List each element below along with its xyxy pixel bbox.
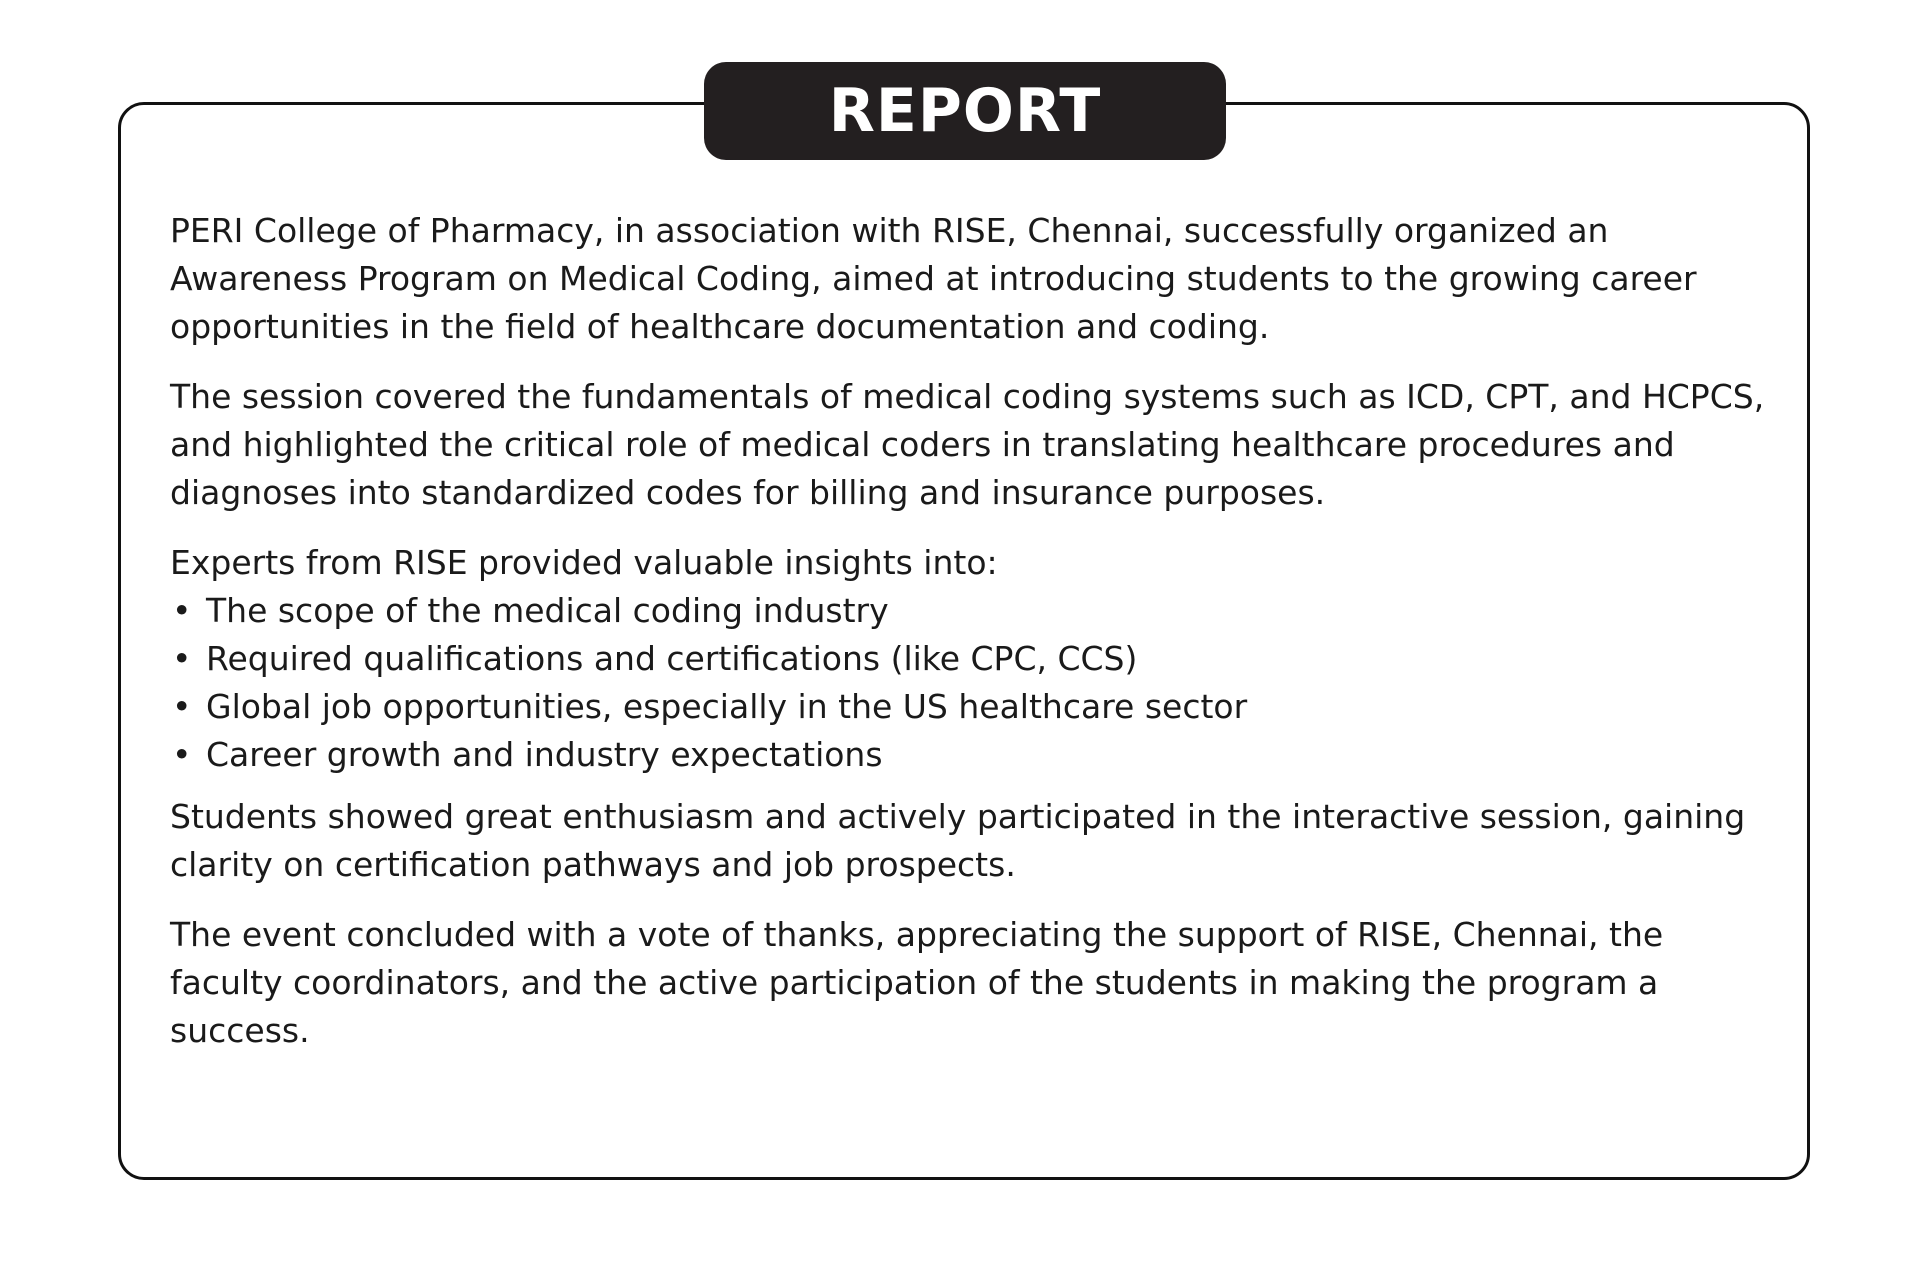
- list-item-text: Career growth and industry expectations: [206, 735, 883, 774]
- list-item: [170, 635, 1780, 683]
- paragraph-session: The session covered the fundamentals of medical coding systems such as ICD, CPT, and HCPCS, and highlighted the critical role of medical coders in translating healthcare procedures and diagnoses into standardized codes for billing and insurance purposes.: [170, 377, 1765, 512]
- bullet: •: [172, 639, 192, 678]
- report-title-tab: [704, 62, 1226, 160]
- report-body: [170, 207, 1780, 1077]
- list-item: [170, 731, 1780, 779]
- report-title: REPORT: [828, 76, 1102, 146]
- list-item: [170, 683, 1780, 731]
- insights-intro: Experts from RISE provided valuable insights into:: [170, 543, 998, 582]
- insights-list: [170, 587, 1780, 779]
- list-item-text: Required qualifications and certifications (like CPC, CCS): [206, 639, 1138, 678]
- bullet: •: [172, 591, 192, 630]
- paragraph-conclusion: The event concluded with a vote of thanks, appreciating the support of RISE, Chennai, the faculty coordinators, and the active participation of the students in making the program a success.: [170, 915, 1664, 1050]
- list-item-text: Global job opportunities, especially in the US healthcare sector: [206, 687, 1248, 726]
- list-item-text: The scope of the medical coding industry: [206, 591, 889, 630]
- paragraph-students: Students showed great enthusiasm and actively participated in the interactive session, gaining clarity on certification pathways and job prospects.: [170, 797, 1746, 884]
- bullet: •: [172, 735, 192, 774]
- paragraph-intro: PERI College of Pharmacy, in association with RISE, Chennai, successfully organized an Awareness Program on Medical Coding, aimed at introducing students to the growing career opportunities in the field of healthcare documentation and coding.: [170, 211, 1697, 346]
- list-item: [170, 587, 1780, 635]
- bullet: •: [172, 687, 192, 726]
